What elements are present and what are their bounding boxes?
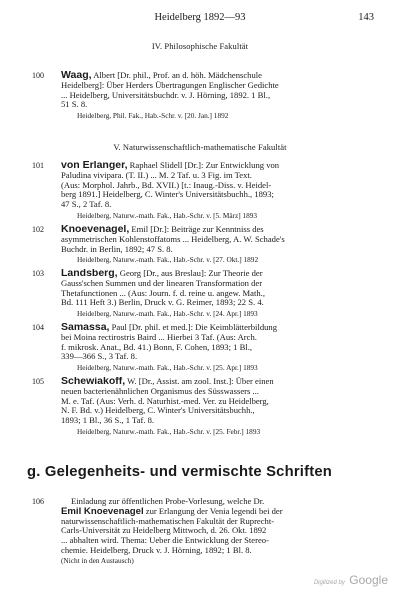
entry-line [61,225,375,235]
author-name: Knoevenagel, [61,225,130,235]
entry-line: f. mikrosk. Anat., Bd. 41.) Bonn, F. Cohen, 1893; 1 Bl., [61,342,253,352]
entry-line: 1893; 1 Bl., 36 S., 1 Taf. 8. [61,416,155,426]
entry-line: chemie. Heidelberg, Druck v. J. Hörning, 1892; 1 Bl. 8. [61,545,252,555]
entry-line: (Aus: Morphol. Jahrb., Bd. XVII.) [t.: Inaug.-Diss. v. Heidel- [61,180,272,190]
entry-body [61,497,375,566]
entry-line [61,269,375,279]
entry-line [61,161,375,171]
entry-number: 104 [32,323,44,332]
entry-line: N. F. Bd. v.) Heidelberg, C. Winter's Universitätsbuchh., [61,406,255,416]
author-name: von Erlanger, [61,161,128,171]
entry-line: Carls-Universität zu Heidelberg Mittwoch, d. 26. Okt. 1892 [61,526,267,536]
entry-note: Heidelberg, Phil. Fak., Hab.-Schr. v. [20. Jan.] 1892 [77,111,229,121]
entry-line: Paludina vivipara. (T. II.) ... M. 2 Taf. u. 3 Fig. im Text. [61,170,252,180]
author-name: Waag, [61,71,92,81]
entry-line: Thetafunctionen ... (Aus: Journ. f. d. reine u. angew. Math., [61,288,265,298]
entry-line: Buchdr. in Berlin, 1892; 47 S. 8. [61,244,173,254]
watermark-brand: Google [349,573,388,587]
section-heading-g: g. Gelegenheits- und vermischte Schriften [27,464,333,480]
entry-line [61,377,375,387]
entry-text: Emil [Dr.]: Beiträge zur Kenntniss des [129,225,264,234]
entry-line [61,323,375,333]
running-head [0,12,400,26]
entry-text: W. [Dr., Assist. am zool. Inst.]: Über einen [125,377,274,386]
author-name: Samassa, [61,323,110,333]
entry-number: 105 [32,377,44,386]
entry-number: 100 [32,71,44,80]
entry-body [61,269,375,319]
entry-line: Gauss'schen Summen und der linearen Transformation der [61,278,263,288]
entry-text: zur Erlangung der Venia legendi bei der [143,506,283,516]
entry-line: naturwissenschaftlich-mathematischen Fakultät der Ruprecht- [61,516,275,526]
entry-body [61,225,375,265]
digitized-by-google-watermark [314,571,388,589]
section-heading-iv: IV. Philosophische Fakultät [151,41,249,51]
entry-line: neuen bacterienähnlichen Organismus des Süsswassers ... [61,386,259,396]
entry-note: Heidelberg, Naturw.-math. Fak., Hab.-Schr. v. [24. Apr.] 1893 [77,309,258,319]
entry-text: Albert [Dr. phil., Prof. an d. höh. Mädchenschule [91,71,262,80]
entry-line [61,507,375,517]
entry-note: Heidelberg, Naturw.-math. Fak., Hab.-Schr. v. [25. Apr.] 1893 [77,363,258,373]
author-name: Landsberg, [61,269,118,279]
entry-line: 51 S. 8. [61,100,88,110]
entry-line: berg 1891.] Heidelberg, C. Winter's Universitätsbuchh., 1893; [61,190,274,200]
entry-note: Heidelberg, Naturw.-math. Fak., Hab.-Schr. v. [5. März] 1893 [77,210,258,220]
entry-number: 101 [32,161,44,170]
entry-text: Raphael Slidell [Dr.]: Zur Entwicklung von [127,161,280,170]
author-name: Schewiakoff, [61,377,126,387]
entry-body [61,71,375,121]
author-name: Emil Knoevenagel [61,506,144,517]
entry-note: Heidelberg, Naturw.-math. Fak., Hab.-Schr. v. [27. Okt.] 1892 [77,255,259,265]
entry-text: Paul [Dr. phil. et med.]: Die Keimblätterbildung [109,323,278,332]
section-heading-v: V. Naturwissenschaftlich-mathematische Fakultät [113,142,287,152]
entry-line: bei Moina rectirostris Baird ... Hierbei 3 Taf. (Aus: Arch. [61,332,257,342]
entry-body [61,161,375,221]
page-number: 143 [358,12,374,23]
entry-line: 47 S., 2 Taf. 8. [61,200,112,210]
entry-number: 103 [32,269,44,278]
entry-line: 339—366 S., 3 Taf. 8. [61,352,138,362]
entry-line: ... Heidelberg, Universitätsbuchdr. v. J. Hörning, 1892. 1 Bl., [61,90,271,100]
entry-body [61,323,375,373]
entry-line: Heidelberg]: Über Herders Übertragungen Englischer Gedichte [61,80,279,90]
entry-number: 106 [32,497,44,506]
entry-line [61,71,375,81]
entry-line: Einladung zur öffentlichen Probe-Vorlesung, welche Dr. [71,497,265,506]
watermark-prefix: Digitized by [313,580,345,586]
entry-body [61,377,375,437]
entry-line: ... abhalten wird. Thema: Ueber die Entwicklung der Stereo- [61,536,269,546]
entry-line: asymmetrischen Kohlenstoffatoms ... Heidelberg, A. W. Schade's [61,234,285,244]
entry-line: Bd. 111 Heft 3.) Berlin, Druck v. G. Reimer, 1893; 22 S. 4. [61,298,264,308]
entry-note: (Nicht in den Austausch) [61,555,134,565]
entry-note: Heidelberg, Naturw.-math. Fak., Hab.-Schr. v. [25. Febr.] 1893 [77,426,261,436]
entry-line: M. e. Taf. (Aus: Verh. d. Naturhist.-med. Ver. zu Heidelberg, [61,396,269,406]
running-head-title: Heidelberg 1892—93 [154,12,246,23]
entry-text: Georg [Dr., aus Breslau]: Zur Theorie der [117,269,263,278]
entry-number: 102 [32,225,44,234]
